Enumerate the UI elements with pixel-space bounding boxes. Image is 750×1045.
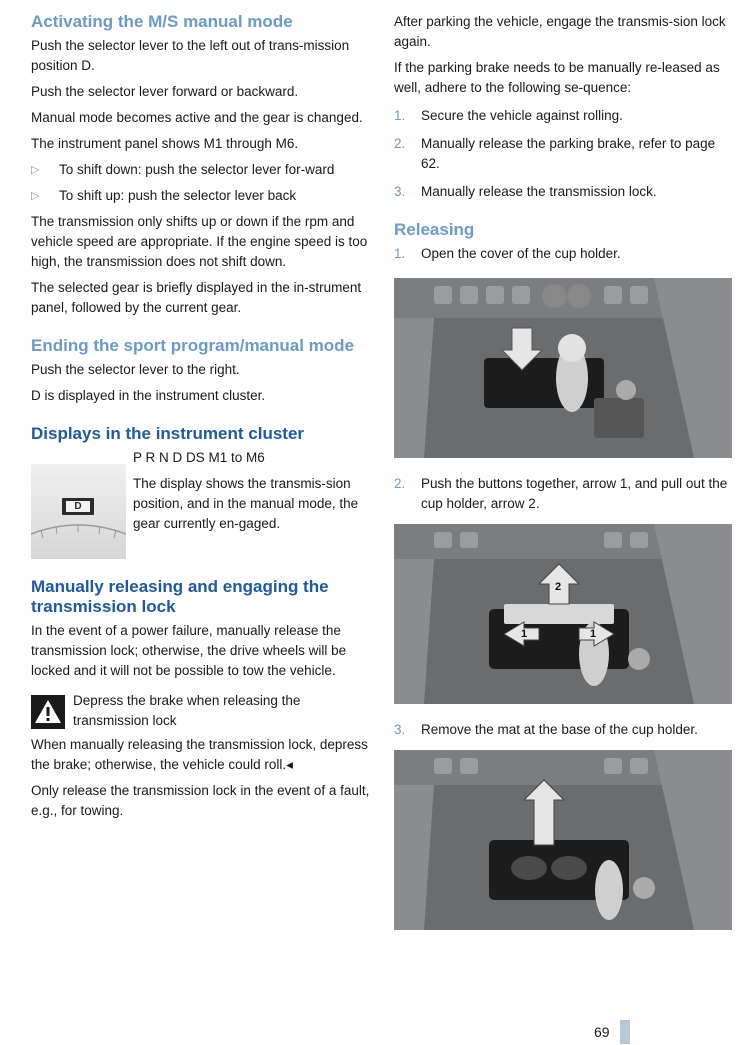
paragraph: Push the selector lever to the right. bbox=[31, 362, 240, 377]
list-item: 2. Manually release the parking brake, refer to page 62. bbox=[394, 136, 716, 171]
paragraph: Manual mode becomes active and the gear is changed. bbox=[31, 110, 363, 125]
heading-transmission-lock: Manually releasing and engaging the transmission lock bbox=[31, 577, 329, 616]
gear-display-letter: D bbox=[74, 501, 82, 512]
warning-icon bbox=[31, 695, 65, 729]
paragraph: The selected gear is briefly displayed in the in-strument panel, followed by the current gear. bbox=[31, 280, 362, 315]
paragraph: The display shows the transmis-sion position, and in the manual mode, the gear currently en-gaged. bbox=[133, 476, 359, 531]
paragraph: In the event of a power failure, manually release the transmission lock; otherwise, the drive wheels will be locked and it will not be possible to tow the vehicle. bbox=[31, 623, 347, 678]
paragraph: D is displayed in the instrument cluster. bbox=[31, 388, 266, 403]
cup-holder-photo-2 bbox=[394, 524, 732, 704]
warning-text: Depress the brake when releasing the transmission lock bbox=[73, 693, 301, 728]
paragraph: After parking the vehicle, engage the transmis-sion lock again. bbox=[394, 14, 726, 49]
heading-releasing: Releasing bbox=[394, 220, 475, 239]
triangle-bullet-icon: ▷ bbox=[31, 164, 40, 176]
page-number-bar bbox=[620, 1020, 630, 1044]
list-item: 1. Secure the vehicle against rolling. bbox=[394, 108, 623, 123]
paragraph: Push the selector lever to the left out of trans-mission position D. bbox=[31, 38, 350, 73]
page-number: 69 bbox=[594, 1024, 610, 1040]
paragraph: When manually releasing the transmission lock, depress the brake; otherwise, the vehicle could roll.◂ bbox=[31, 737, 368, 772]
cup-holder-photo-3 bbox=[394, 750, 732, 930]
list-item: ▷ To shift up: push the selector lever back bbox=[31, 186, 371, 206]
warning-block bbox=[31, 691, 371, 731]
paragraph: The transmission only shifts up or down if the rpm and vehicle speed are appropriate. If the engine speed is too high, the transmission does not shift down. bbox=[31, 214, 368, 269]
arrow-label-1: 1 bbox=[590, 628, 597, 640]
arrow-label-2: 2 bbox=[555, 581, 562, 593]
paragraph: The instrument panel shows M1 through M6. bbox=[31, 136, 299, 151]
paragraph: Only release the transmission lock in the event of a fault, e.g., for towing. bbox=[31, 783, 370, 818]
heading-activating-manual-mode: Activating the M/S manual mode bbox=[31, 12, 293, 31]
paragraph: If the parking brake needs to be manually re-leased as well, adhere to the following se-quence: bbox=[394, 60, 720, 95]
right-column bbox=[394, 12, 734, 930]
instrument-cluster-image bbox=[31, 464, 126, 559]
heading-displays-instrument-cluster: Displays in the instrument cluster bbox=[31, 424, 305, 443]
end-of-warning-icon: ◂ bbox=[286, 757, 293, 772]
paragraph: P R N D DS M1 to M6 bbox=[133, 450, 265, 465]
list-item: 3. Manually release the transmission lock. bbox=[394, 184, 657, 199]
list-item: 3. Remove the mat at the base of the cup holder. bbox=[394, 722, 698, 737]
arrow-label-1: 1 bbox=[521, 628, 528, 640]
heading-ending-sport-program: Ending the sport program/manual mode bbox=[31, 336, 355, 355]
cup-holder-photo-1 bbox=[394, 278, 732, 458]
left-column bbox=[31, 12, 371, 821]
triangle-bullet-icon: ▷ bbox=[31, 190, 40, 202]
paragraph: Push the selector lever forward or backward. bbox=[31, 84, 299, 99]
list-item: ▷ To shift down: push the selector lever for-ward bbox=[31, 160, 371, 180]
list-item: 2. Push the buttons together, arrow 1, and pull out the cup holder, arrow 2. bbox=[394, 476, 728, 511]
cluster-display-block bbox=[31, 448, 371, 559]
list-item: 1. Open the cover of the cup holder. bbox=[394, 246, 621, 261]
